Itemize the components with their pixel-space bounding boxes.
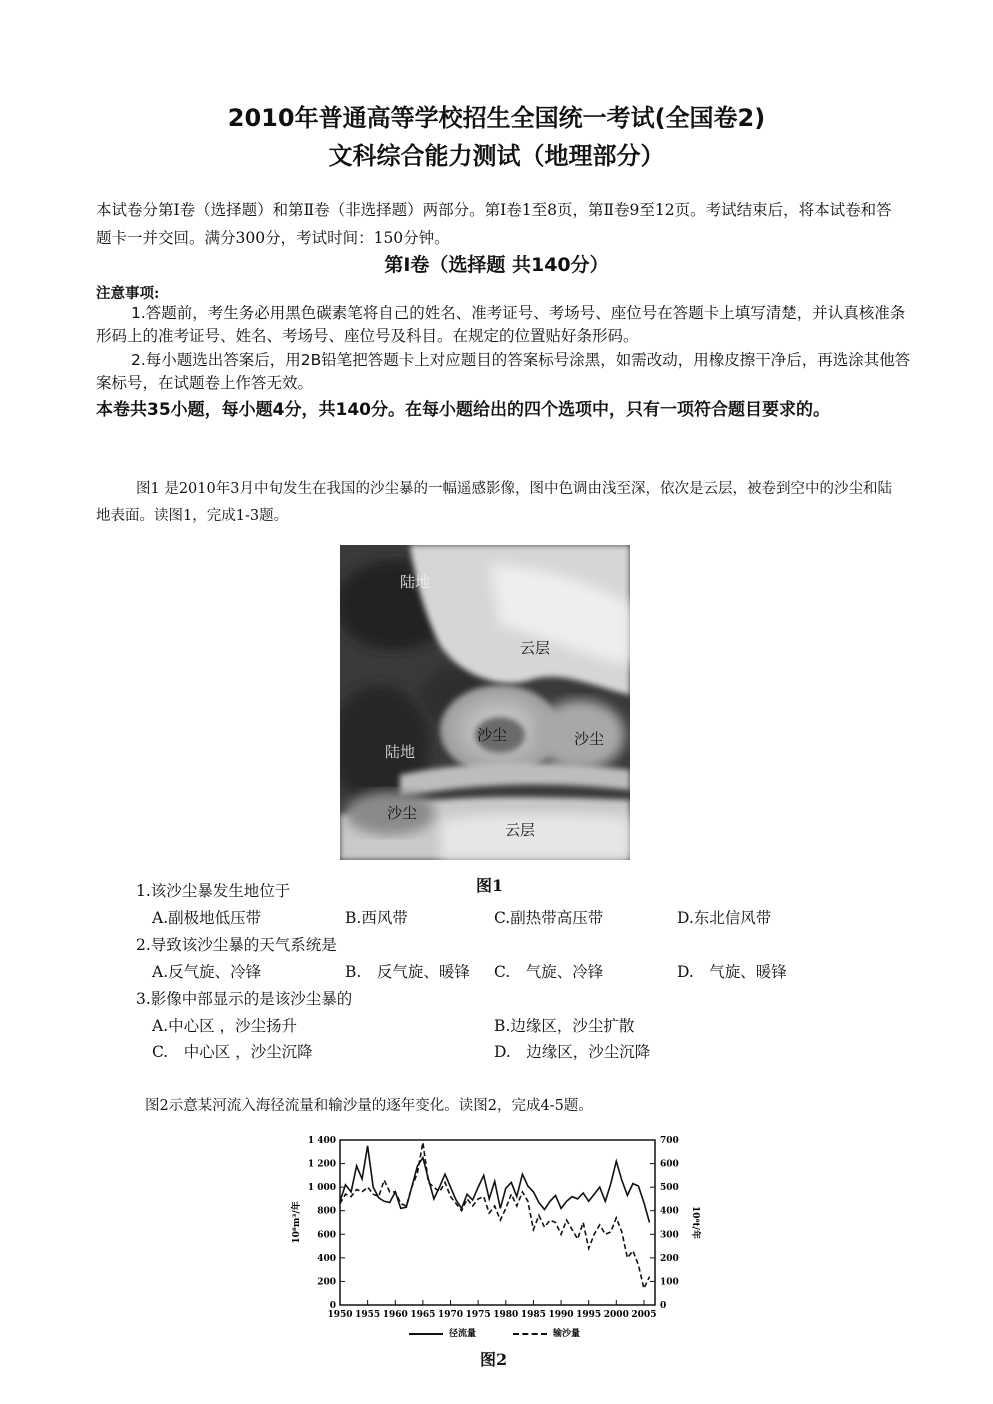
left-tick-label: 1 000 bbox=[307, 1183, 336, 1194]
q2-option-a: A.反气旋、冷锋 bbox=[152, 963, 262, 981]
left-tick-label: 200 bbox=[317, 1277, 336, 1288]
plot-frame bbox=[340, 1140, 655, 1305]
x-tick-label: 2000 bbox=[603, 1310, 629, 1320]
right-tick-label: 500 bbox=[660, 1183, 679, 1194]
figure1-caption: 图1 bbox=[476, 876, 504, 895]
label-dust-center: 沙尘 bbox=[477, 726, 508, 744]
figure2-caption: 图2 bbox=[480, 1350, 508, 1369]
legend-runoff-label: 径流量 bbox=[449, 1329, 477, 1339]
x-tick-label: 2005 bbox=[631, 1310, 657, 1320]
x-tick-label: 1960 bbox=[382, 1310, 408, 1320]
right-tick-label: 700 bbox=[660, 1136, 679, 1146]
x-tick-label: 1990 bbox=[548, 1310, 574, 1320]
q1-option-b: B.西风带 bbox=[345, 909, 408, 927]
legend-runoff-swatch bbox=[409, 1333, 443, 1335]
legend-sediment bbox=[513, 1326, 580, 1339]
x-tick-label: 1965 bbox=[410, 1310, 436, 1320]
question-3-stem: 3.影像中部显示的是该沙尘暴的 bbox=[136, 990, 353, 1008]
left-tick-label: 600 bbox=[317, 1230, 336, 1241]
q1-option-a: A.副极地低压带 bbox=[152, 909, 262, 927]
left-tick-label: 0 bbox=[329, 1301, 336, 1311]
section-title: 第Ⅰ卷（选择题 共140分） bbox=[384, 254, 609, 276]
intro-paragraph: 本试卷分第Ⅰ卷（选择题）和第Ⅱ卷（非选择题）两部分。第Ⅰ卷1至8页，第Ⅱ卷9至12页。考试结束后，将本试卷和答题卡一并交回。满分300分，考试时间：150分钟。 bbox=[96, 201, 892, 247]
right-tick-label: 200 bbox=[660, 1253, 679, 1264]
left-tick-label: 800 bbox=[317, 1206, 336, 1217]
x-tick-label: 1995 bbox=[576, 1310, 602, 1320]
rules-paragraph: 本卷共35小题，每小题4分，共140分。在每小题给出的四个选项中，只有一项符合题目要求的。 bbox=[96, 400, 830, 420]
q2-option-c: C. 气旋、冷锋 bbox=[494, 963, 604, 981]
right-tick-label: 300 bbox=[660, 1230, 679, 1241]
label-dust-right: 沙尘 bbox=[574, 730, 605, 748]
q1-option-d: D.东北信风带 bbox=[677, 909, 772, 927]
left-tick-label: 400 bbox=[317, 1253, 336, 1264]
label-land-left: 陆地 bbox=[385, 743, 416, 761]
exam-title: 2010年普通高等学校招生全国统一考试(全国卷2) bbox=[227, 104, 766, 132]
notice-heading: 注意事项: bbox=[96, 285, 160, 302]
right-axis-label: 10⁸t/年 bbox=[690, 1206, 700, 1239]
left-axis-label: 10⁸m³/年 bbox=[292, 1201, 302, 1244]
q3-option-d: D. 边缘区，沙尘沉降 bbox=[494, 1043, 651, 1061]
question-2-stem: 2.导致该沙尘暴的天气系统是 bbox=[136, 936, 337, 954]
q3-option-b: B.边缘区，沙尘扩散 bbox=[494, 1017, 635, 1035]
left-tick-label: 1 200 bbox=[307, 1159, 336, 1170]
runoff-sediment-chart bbox=[285, 1130, 705, 1345]
notice-item-1: 1.答题前，考生务必用黑色碳素笔将自己的姓名、准考证号、考场号、座位号在答题卡上填写清楚，并认真核准条形码上的准考证号、姓名、考场号、座位号及科目。在规定的位置贴好条形码。 bbox=[96, 304, 906, 345]
notice-item-2: 2.每小题选出答案后，用2B铅笔把答题卡上对应题目的答案标号涂黑，如需改动，用橡皮擦干净后，再选涂其他答案标号，在试题卷上作答无效。 bbox=[96, 351, 911, 392]
right-tick-label: 100 bbox=[660, 1277, 679, 1288]
exam-subtitle: 文科综合能力测试（地理部分） bbox=[328, 142, 665, 170]
figure1-intro: 图1 是2010年3月中旬发生在我国的沙尘暴的一幅遥感影像，图中色调由浅至深，依次是云层，被卷到空中的沙尘和陆地表面。读图1，完成1-3题。 bbox=[96, 481, 892, 524]
q2-option-b: B. 反气旋、暖锋 bbox=[345, 963, 470, 981]
label-dust-bottom: 沙尘 bbox=[387, 804, 418, 822]
question-1-stem: 1.该沙尘暴发生地位于 bbox=[136, 882, 291, 900]
q2-option-d: D. 气旋、暖锋 bbox=[677, 963, 787, 981]
legend-sediment-swatch bbox=[513, 1333, 547, 1335]
x-tick-label: 1955 bbox=[355, 1310, 381, 1320]
x-tick-label: 1980 bbox=[493, 1310, 519, 1320]
legend-sediment-label: 输沙量 bbox=[553, 1329, 581, 1339]
x-tick-label: 1975 bbox=[465, 1310, 491, 1320]
right-tick-label: 400 bbox=[660, 1206, 679, 1217]
sediment-line bbox=[340, 1142, 650, 1288]
satellite-image bbox=[340, 545, 630, 860]
left-tick-label: 1 400 bbox=[307, 1136, 336, 1146]
right-tick-label: 600 bbox=[660, 1159, 679, 1170]
x-tick-label: 1970 bbox=[437, 1310, 464, 1320]
q1-option-c: C.副热带高压带 bbox=[494, 909, 604, 927]
label-cloud-top: 云层 bbox=[520, 639, 551, 657]
figure2-intro: 图2示意某河流入海径流量和输沙量的逐年变化。读图2，完成4-5题。 bbox=[145, 1098, 593, 1114]
q3-option-c: C. 中心区 ，沙尘沉降 bbox=[152, 1043, 313, 1061]
q3-option-a: A.中心区 ，沙尘扬升 bbox=[152, 1017, 298, 1035]
label-land-top: 陆地 bbox=[400, 573, 431, 591]
label-cloud-bottom: 云层 bbox=[505, 821, 536, 839]
x-tick-label: 1950 bbox=[327, 1310, 353, 1320]
legend-runoff bbox=[409, 1326, 476, 1339]
right-tick-label: 0 bbox=[660, 1301, 667, 1311]
x-tick-label: 1985 bbox=[520, 1310, 546, 1320]
